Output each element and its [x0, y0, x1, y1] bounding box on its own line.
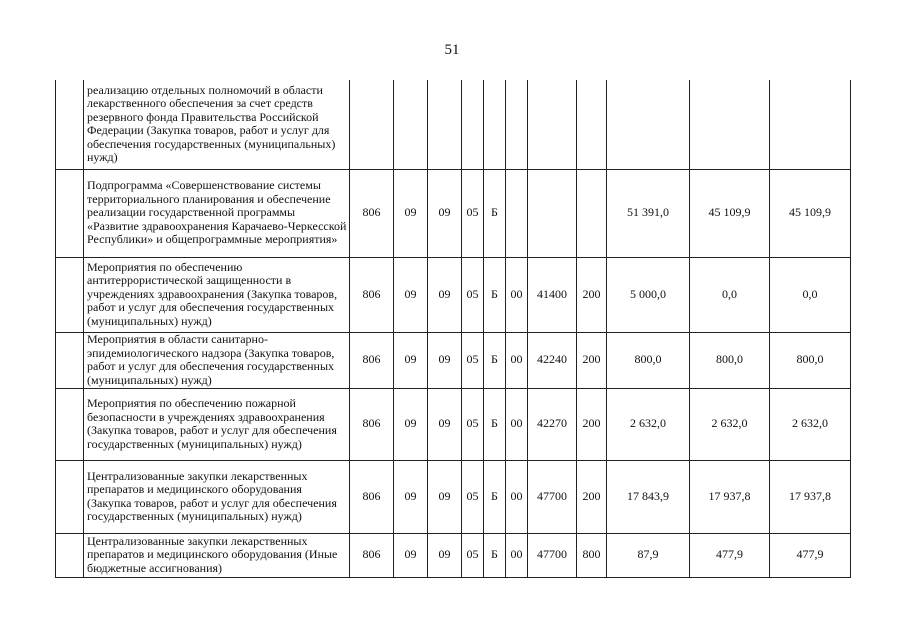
row-number-cell [56, 533, 84, 577]
chapter-code: 806 [350, 257, 394, 332]
table-row [56, 80, 851, 169]
subsection-code: 09 [428, 460, 462, 533]
section-code: 09 [394, 169, 428, 257]
chapter-code [350, 80, 394, 169]
amount-year-1: 5 000,0 [607, 257, 690, 332]
row-number-cell [56, 332, 84, 388]
section-code: 09 [394, 332, 428, 388]
event-code: 00 [506, 332, 528, 388]
chapter-code: 806 [350, 388, 394, 460]
row-number-cell [56, 388, 84, 460]
row-number-cell [56, 257, 84, 332]
table-row [56, 257, 851, 332]
amount-year-2: 45 109,9 [690, 169, 770, 257]
table-row [56, 169, 851, 257]
amount-year-3: 45 109,9 [770, 169, 851, 257]
program-code: 05 [462, 388, 484, 460]
expense-type-code [577, 169, 607, 257]
section-code: 09 [394, 388, 428, 460]
amount-year-2: 17 937,8 [690, 460, 770, 533]
amount-year-2 [690, 80, 770, 169]
subsection-code [428, 80, 462, 169]
item-description: Мероприятия по обеспечению антитеррористической защищенности в учреждениях здравоохранения (Закупка товаров, работ и услуг для обеспечения государственных (муниципальных) нужд) [84, 257, 350, 332]
page-number: 51 [444, 42, 460, 58]
chapter-code: 806 [350, 332, 394, 388]
amount-year-2: 477,9 [690, 533, 770, 577]
expense-type-code: 200 [577, 388, 607, 460]
section-code: 09 [394, 460, 428, 533]
table-row [56, 533, 851, 577]
program-code: 05 [462, 460, 484, 533]
item-description: Мероприятия в области санитарно-эпидемиологического надзора (Закупка товаров, работ и услуг для обеспечения государственных (муниципальных) нужд) [84, 332, 350, 388]
subprogram-code: Б [484, 332, 506, 388]
direction-code [528, 80, 577, 169]
expense-type-code: 200 [577, 460, 607, 533]
expense-type-code: 800 [577, 533, 607, 577]
event-code: 00 [506, 533, 528, 577]
subsection-code: 09 [428, 257, 462, 332]
event-code [506, 169, 528, 257]
amount-year-3 [770, 80, 851, 169]
amount-year-1 [607, 80, 690, 169]
expense-type-code: 200 [577, 332, 607, 388]
table-row [56, 388, 851, 460]
section-code: 09 [394, 257, 428, 332]
subprogram-code: Б [484, 533, 506, 577]
subsection-code: 09 [428, 533, 462, 577]
direction-code: 47700 [528, 460, 577, 533]
amount-year-1: 17 843,9 [607, 460, 690, 533]
item-description: Централизованные закупки лекарственных препаратов и медицинского оборудования (Иные бюджетные ассигнования) [84, 533, 350, 577]
amount-year-3: 800,0 [770, 332, 851, 388]
amount-year-2: 800,0 [690, 332, 770, 388]
subsection-code: 09 [428, 169, 462, 257]
subprogram-code: Б [484, 169, 506, 257]
subprogram-code [484, 80, 506, 169]
chapter-code: 806 [350, 533, 394, 577]
program-code: 05 [462, 169, 484, 257]
direction-code [528, 169, 577, 257]
item-description: Подпрограмма «Совершенствование системы территориального планирования и обеспечение реализации государственной программы «Развитие здравоохранения Карачаево-Черкесской Республики» и общепрограммные мероприятия» [84, 169, 350, 257]
expense-type-code [577, 80, 607, 169]
amount-year-1: 87,9 [607, 533, 690, 577]
subprogram-code: Б [484, 460, 506, 533]
amount-year-2: 2 632,0 [690, 388, 770, 460]
table-row [56, 460, 851, 533]
subprogram-code: Б [484, 257, 506, 332]
item-description: Мероприятия по обеспечению пожарной безопасности в учреждениях здравоохранения (Закупка товаров, работ и услуг для обеспечения государственных (муниципальных) нужд) [84, 388, 350, 460]
amount-year-3: 477,9 [770, 533, 851, 577]
item-description: реализацию отдельных полномочий в области лекарственного обеспечения за счет средств резервного фонда Правительства Российской Федерации (Закупка товаров, работ и услуг для обеспечения государственных (муниципальных) нужд) [84, 80, 350, 169]
direction-code: 42240 [528, 332, 577, 388]
direction-code: 47700 [528, 533, 577, 577]
program-code [462, 80, 484, 169]
chapter-code: 806 [350, 169, 394, 257]
amount-year-1: 800,0 [607, 332, 690, 388]
expense-type-code: 200 [577, 257, 607, 332]
event-code: 00 [506, 460, 528, 533]
amount-year-3: 2 632,0 [770, 388, 851, 460]
table-row [56, 332, 851, 388]
budget-table [55, 80, 851, 578]
section-code: 09 [394, 533, 428, 577]
subprogram-code: Б [484, 388, 506, 460]
direction-code: 41400 [528, 257, 577, 332]
subsection-code: 09 [428, 332, 462, 388]
amount-year-2: 0,0 [690, 257, 770, 332]
row-number-cell [56, 169, 84, 257]
event-code [506, 80, 528, 169]
chapter-code: 806 [350, 460, 394, 533]
program-code: 05 [462, 533, 484, 577]
direction-code: 42270 [528, 388, 577, 460]
event-code: 00 [506, 257, 528, 332]
row-number-cell [56, 460, 84, 533]
amount-year-3: 17 937,8 [770, 460, 851, 533]
section-code [394, 80, 428, 169]
amount-year-1: 51 391,0 [607, 169, 690, 257]
amount-year-3: 0,0 [770, 257, 851, 332]
program-code: 05 [462, 332, 484, 388]
item-description: Централизованные закупки лекарственных препаратов и медицинского оборудования (Закупка товаров, работ и услуг для обеспечения государственных (муниципальных) нужд) [84, 460, 350, 533]
program-code: 05 [462, 257, 484, 332]
row-number-cell [56, 80, 84, 169]
subsection-code: 09 [428, 388, 462, 460]
event-code: 00 [506, 388, 528, 460]
amount-year-1: 2 632,0 [607, 388, 690, 460]
